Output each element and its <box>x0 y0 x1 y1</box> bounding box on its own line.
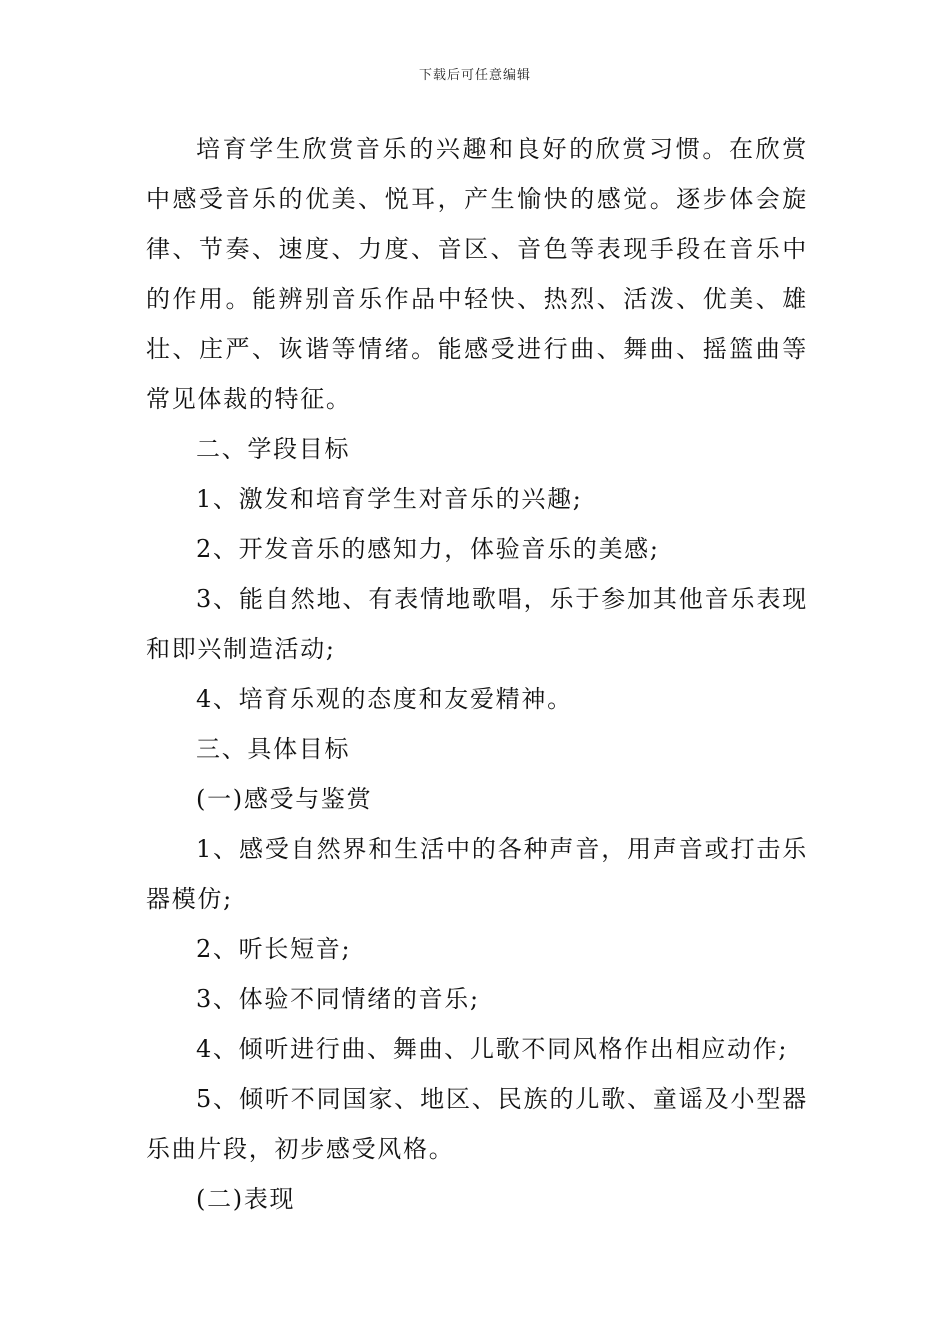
list-item: 3、体验不同情绪的音乐; <box>196 985 480 1013</box>
section-heading-stage-goals: 二、学段目标 <box>196 435 351 463</box>
list-item: 2、开发音乐的感知力，体验音乐的美感; <box>196 535 660 563</box>
section-heading-specific-goals: 三、具体目标 <box>196 735 351 763</box>
list-item: 4、培育乐观的态度和友爱精神。 <box>196 685 573 713</box>
list-item: 3、能自然地、有表情地歌唱，乐于参加其他音乐表现和即兴制造活动; <box>146 585 808 663</box>
list-item: 1、感受自然界和生活中的各种声音，用声音或打击乐器模仿; <box>146 835 808 913</box>
subsection-heading-performance: (二)表现 <box>196 1185 296 1213</box>
page-header: 下载后可任意编辑 <box>418 68 531 83</box>
document-body <box>146 124 808 1224</box>
list-item: 1、激发和培育学生对音乐的兴趣; <box>196 485 583 513</box>
list-item: 4、倾听进行曲、舞曲、儿歌不同风格作出相应动作; <box>196 1035 789 1063</box>
subsection-heading-appreciation: (一)感受与鉴赏 <box>196 785 373 813</box>
intro-paragraph: 培育学生欣赏音乐的兴趣和良好的欣赏习惯。在欣赏中感受音乐的优美、悦耳，产生愉快的感觉。逐步体会旋律、节奏、速度、力度、音区、音色等表现手段在音乐中的作用。能辨别音乐作品中轻快、热烈、活泼、优美、雄壮、庄严、诙谐等情绪。能感受进行曲、舞曲、摇篮曲等常见体裁的特征。 <box>146 135 808 413</box>
list-item: 5、倾听不同国家、地区、民族的儿歌、童谣及小型器乐曲片段，初步感受风格。 <box>146 1085 808 1163</box>
list-item: 2、听长短音; <box>196 935 352 963</box>
